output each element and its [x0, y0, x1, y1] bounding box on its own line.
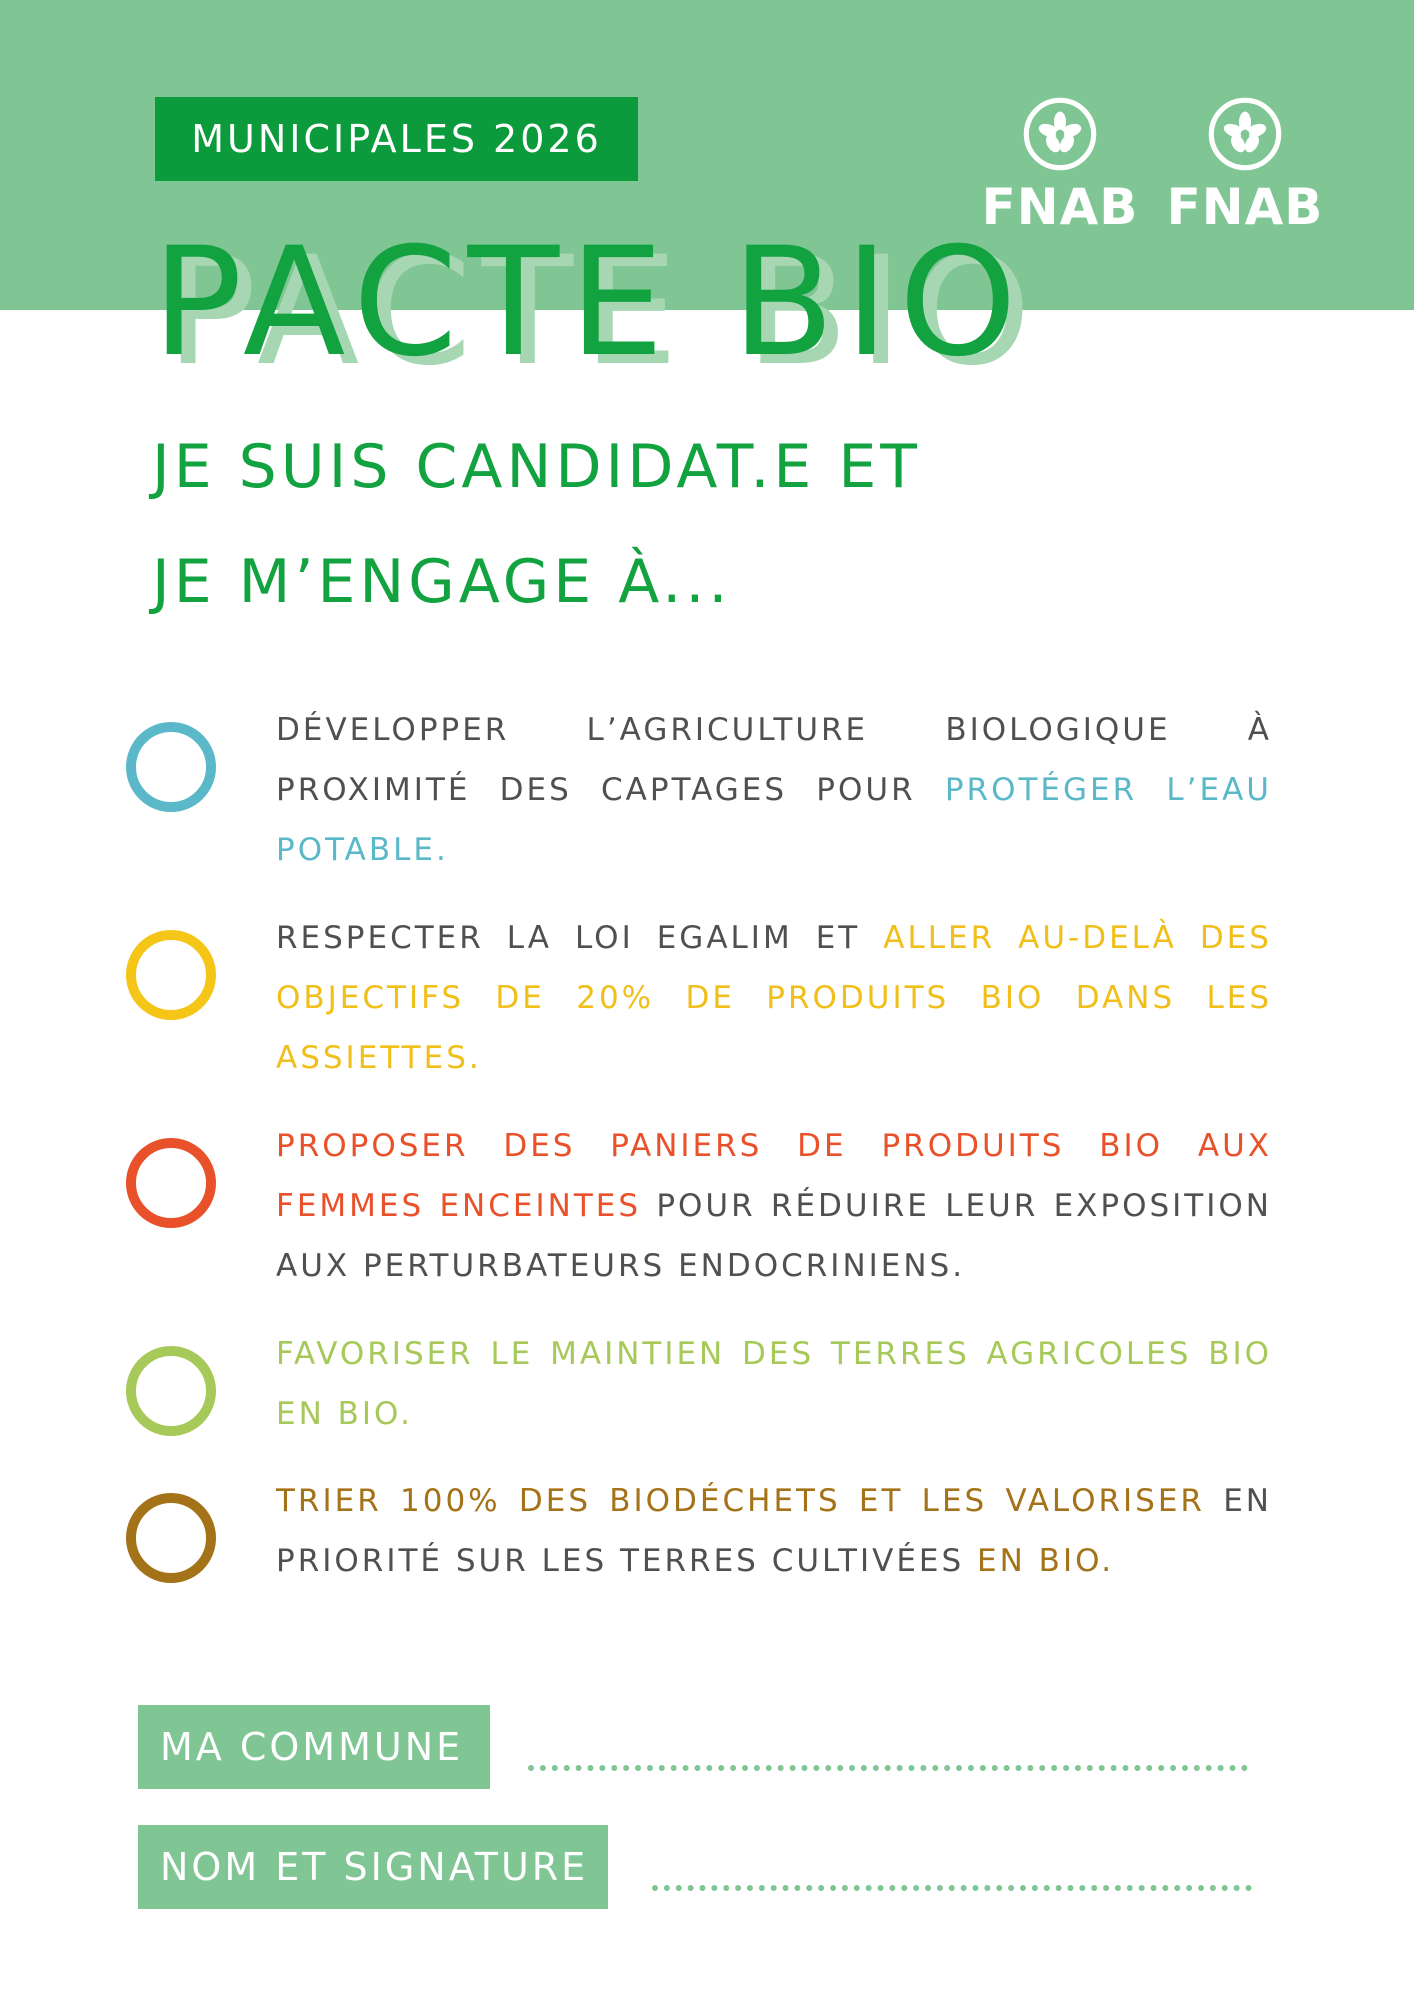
checkbox-circle[interactable] [126, 722, 216, 812]
pledge-text-segment: ALLER AU-DELÀ DES OBJECTIFS DE 20% DE PRODUITS BIO DANS LES ASSIETTES. [276, 920, 1272, 1076]
pledge-text-segment: TRIER 100% DES BIODÉCHETS ET LES VALORISER [276, 1483, 1205, 1519]
subtitle-line-1: JE SUIS CANDIDAT.E ET [152, 432, 921, 502]
pledge-text-segment: EN BIO. [977, 1543, 1115, 1579]
fnab-logo-1 [981, 96, 1139, 236]
checkbox-circle[interactable] [126, 1138, 216, 1228]
pledge-text-segment: DÉVELOPPER L’AGRICULTURE BIOLOGIQUE À PROXIMITÉ DES CAPTAGES POUR [276, 712, 1272, 808]
pledge-text [276, 908, 1272, 1088]
pledge-text [276, 700, 1272, 880]
page-title: PACTE BIO [152, 216, 1027, 390]
pledge-text-segment: FAVORISER LE MAINTIEN DES TERRES AGRICOLES BIO EN BIO. [276, 1336, 1272, 1432]
pledge-text-segment: POUR RÉDUIRE LEUR EXPOSITION AUX PERTURBATEURS ENDOCRINIENS. [276, 1188, 1272, 1284]
checkbox-circle[interactable] [126, 1346, 216, 1436]
pledge-text-segment: EN PRIORITÉ SUR LES TERRES CULTIVÉES [276, 1483, 1272, 1579]
fnab-logo-2 [1166, 96, 1324, 236]
signature-label: NOM ET SIGNATURE [138, 1825, 608, 1909]
subtitle-line-2: JE M’ENGAGE À... [152, 547, 732, 617]
signature-field[interactable] [652, 1885, 1252, 1891]
flower-icon [1201, 96, 1289, 172]
pledge-text-segment: RESPECTER LA LOI EGALIM ET [276, 920, 884, 956]
commune-label: MA COMMUNE [138, 1705, 490, 1789]
logo-label: FNAB [1166, 178, 1324, 236]
page-subtitle [152, 410, 921, 640]
checkbox-circle[interactable] [126, 1493, 216, 1583]
pledge-text [276, 1116, 1272, 1296]
election-tag: MUNICIPALES 2026 [155, 97, 638, 181]
commune-field[interactable] [528, 1765, 1248, 1771]
checkbox-circle[interactable] [126, 930, 216, 1020]
logo-label: FNAB [981, 178, 1139, 236]
pledge-text-segment: PROPOSER DES PANIERS DE PRODUITS BIO AUX FEMMES ENCEINTES [276, 1128, 1272, 1224]
pledge-text-segment: PROTÉGER L’EAU POTABLE. [276, 772, 1272, 868]
pledge-text [276, 1471, 1272, 1591]
pledge-text [276, 1324, 1272, 1444]
flower-icon [1016, 96, 1104, 172]
